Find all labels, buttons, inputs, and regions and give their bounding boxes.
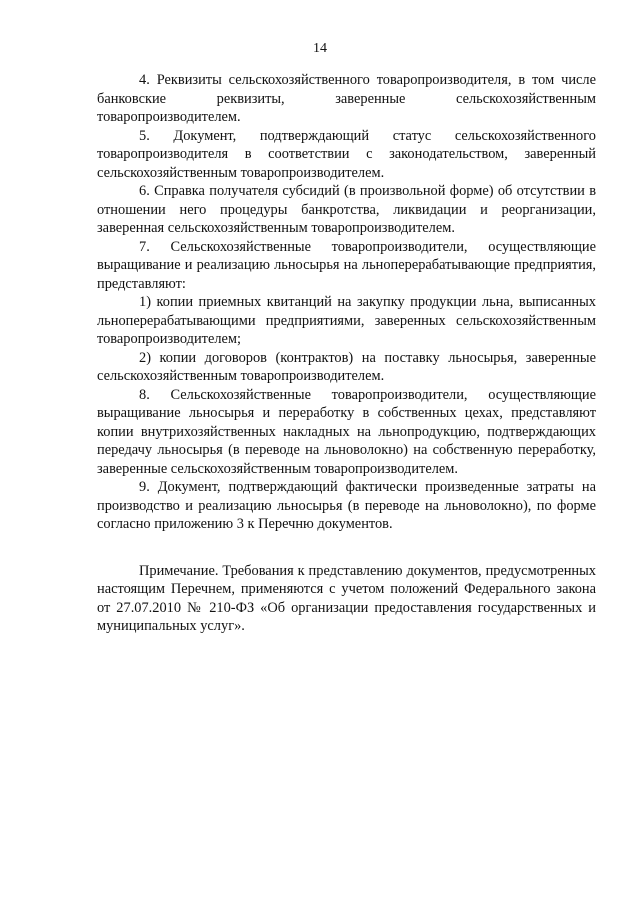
paragraph-item-7: 7. Сельскохозяйственные товаропроизводители, осуществляющие выращивание и реализацию льносырья на льноперерабатывающие предприятия, представляют: (97, 238, 596, 292)
page-number: 14 (313, 41, 327, 56)
paragraph-subitem-2: 2) копии договоров (контрактов) на поставку льносырья, заверенные сельскохозяйственным товаропроизводителем. (97, 349, 596, 384)
paragraph-item-6: 6. Справка получателя субсидий (в произвольной форме) об отсутствии в отношении него процедуры банкротства, ликвидации и реорганизации, заверенная сельскохозяйственным товаропроизводителем. (97, 183, 596, 236)
paragraph-item-4: 4. Реквизиты сельскохозяйственного товаропроизводителя, в том числе банковские реквизиты, заверенные сельскохозяйственным товаропроизводителем. (97, 72, 596, 125)
paragraph-subitem-1: 1) копии приемных квитанций на закупку продукции льна, выписанных льноперерабатывающими предприятиями, заверенных сельскохозяйственным товаропроизводителем; (97, 294, 596, 347)
document-body (97, 71, 596, 636)
paragraph-item-8: 8. Сельскохозяйственные товаропроизводители, осуществляющие выращивание льносырья и переработку в собственных цехах, представляют копии внутрихозяйственных накладных на льнопродукцию, подтверждающих передачу льносырья (в переводе на льноволокно) на собственную переработку, заверенные сельскохозяйственным товаропроизводителем. (97, 386, 596, 477)
paragraph-item-5: 5. Документ, подтверждающий статус сельскохозяйственного товаропроизводителя в соответствии с законодательством, заверенный сельскохозяйственным товаропроизводителем. (97, 127, 596, 181)
paragraph-item-9: 9. Документ, подтверждающий фактически произведенные затраты на производство и реализацию льносырья (в переводе на льноволокно), по форме согласно приложению 3 к Перечню документов. (97, 479, 596, 532)
note-paragraph: Примечание. Требования к представлению документов, предусмотренных настоящим Перечнем, применяются с учетом положений Федерального закона от 27.07.2010 № 210-ФЗ «Об организации предоставления государственных и муниципальных услуг». (97, 562, 596, 634)
